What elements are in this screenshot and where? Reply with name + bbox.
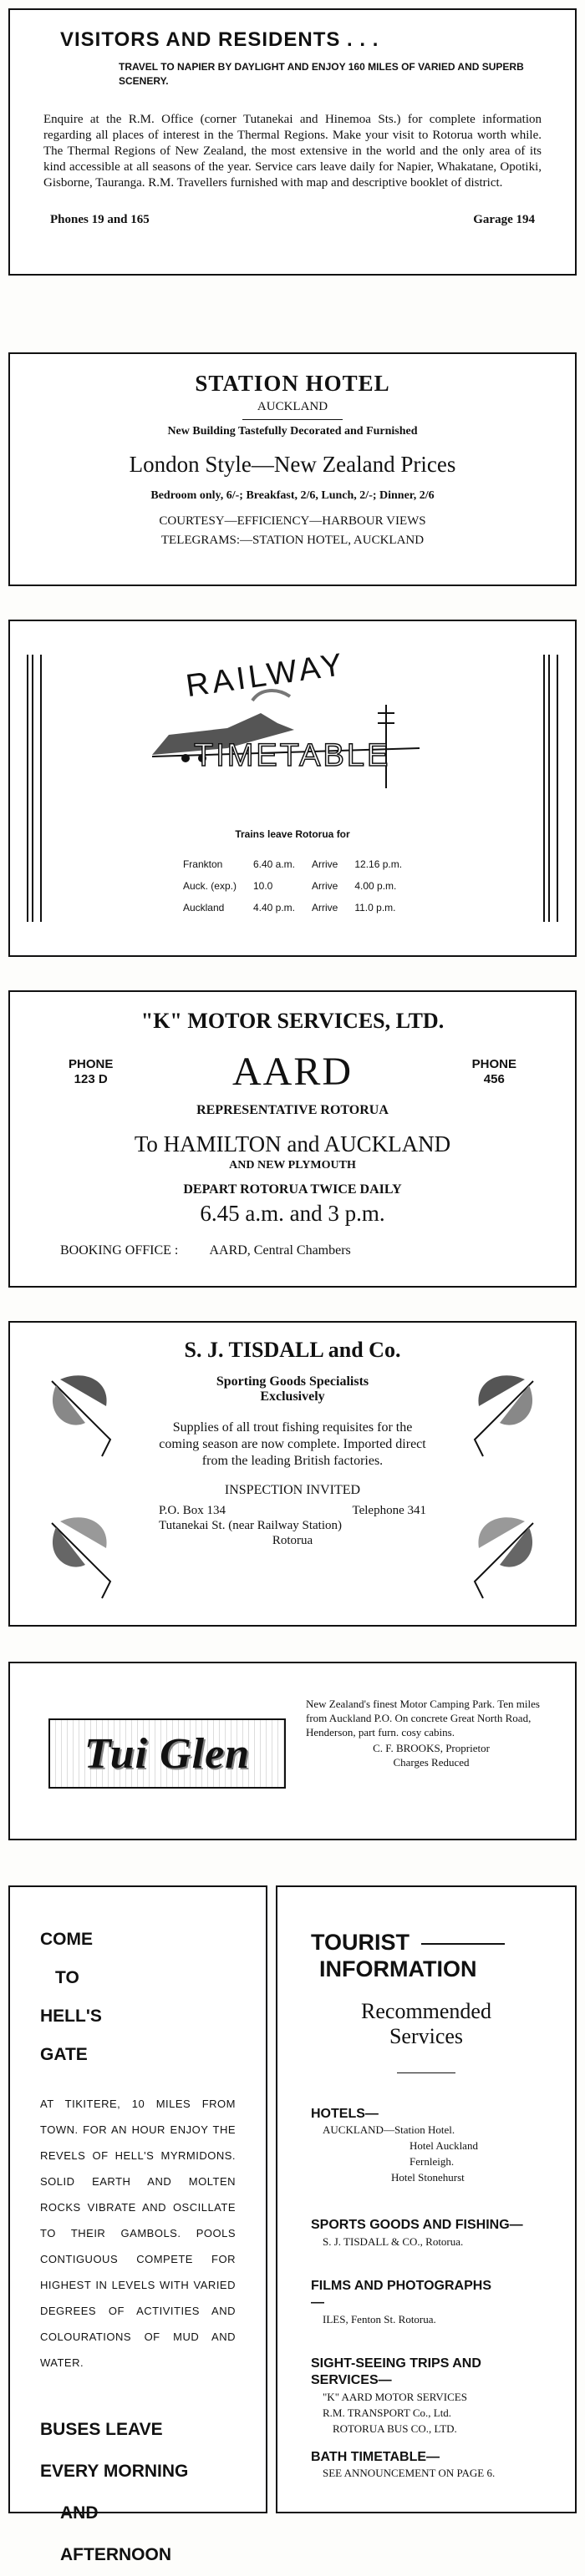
fishing-fly-icon xyxy=(35,1506,127,1607)
station-hotel-prices: Bedroom only, 6/-; Breakfast, 2/6, Lunch, 2/-; Dinner, 2/6 xyxy=(150,489,435,502)
hotels-heading: HOTELS— xyxy=(311,2107,379,2121)
tourist-sub1: Recommended xyxy=(361,1999,491,2023)
bath-text: SEE ANNOUNCEMENT ON PAGE 6. xyxy=(323,2467,496,2479)
phone-left: 123 D xyxy=(74,1071,108,1086)
tisdall-invite: INSPECTION INVITED xyxy=(224,1483,361,1497)
bus-line: AFTERNOON xyxy=(60,2545,171,2564)
divider xyxy=(397,2072,455,2073)
title-line: TO xyxy=(55,1968,79,1987)
tisdall-ad xyxy=(8,1321,577,1627)
tisdall-sub1: Sporting Goods Specialists xyxy=(216,1374,369,1389)
visitors-body: Enquire at the R.M. Office (corner Tutanekai and Hinemoa Sts.) for complete information regarding all places of interest in the Thermal Regions. Make your visit to Rotorua worth while. The Thermal Regions of New Zealand, the most extensive in the world and the only area of its kind accessible at all seasons of the year. Service cars leave daily for Napier, Whakatane, Opotiki, Gisborne, Tauranga. R.M. Travellers furnished with map and descriptive booklet of district. xyxy=(43,113,542,190)
k-motor-times: 6.45 a.m. and 3 p.m. xyxy=(200,1201,385,1226)
phone-label-right: PHONE xyxy=(471,1056,516,1071)
tui-glen-logo-text: Tui Glen xyxy=(84,1729,251,1778)
booking-value: AARD, Central Chambers xyxy=(209,1243,351,1258)
station-hotel-headline: London Style—New Zealand Prices xyxy=(129,452,456,477)
station-hotel-ad xyxy=(8,352,577,586)
fishing-fly-icon xyxy=(458,1506,550,1607)
row-arrive-label: Arrive xyxy=(312,858,338,870)
tui-glen-logo xyxy=(48,1718,286,1789)
hells-gate-title xyxy=(40,1921,236,2074)
bus-line: EVERY MORNING xyxy=(40,2462,189,2481)
tui-glen-charges: Charges Reduced xyxy=(393,1756,470,1769)
table-row xyxy=(175,875,410,897)
bus-line: BUSES LEAVE xyxy=(40,2420,163,2439)
row-dest: Auckland xyxy=(182,902,225,913)
list-item: AUCKLAND—Station Hotel. xyxy=(323,2123,455,2136)
row-arrive: 4.00 p.m. xyxy=(354,880,397,892)
hells-gate-buses xyxy=(40,2409,236,2576)
tourist-sub2: Services xyxy=(389,2024,464,2048)
films-heading: FILMS AND PHOTOGRAPHS— xyxy=(311,2279,492,2310)
station-hotel-city: AUCKLAND xyxy=(257,400,328,413)
visitors-title: VISITORS AND RESIDENTS . . . xyxy=(60,28,379,51)
k-motor-ad xyxy=(8,990,577,1288)
row-depart: 6.40 a.m. xyxy=(252,858,295,870)
phone-label-left: PHONE xyxy=(69,1056,114,1071)
list-item: R.M. TRANSPORT Co., Ltd. xyxy=(323,2406,452,2419)
tourist-info-ad xyxy=(276,1885,577,2513)
visitors-subtitle: TRAVEL TO NAPIER BY DAYLIGHT AND ENJOY 160 MILES OF VARIED AND SUPERB SCENERY. xyxy=(119,61,524,87)
phone-right: 456 xyxy=(483,1071,505,1086)
title-line: COME xyxy=(40,1930,93,1949)
sports-text: S. J. TISDALL & CO., Rotorua. xyxy=(323,2235,464,2248)
fishing-fly-icon xyxy=(35,1364,127,1465)
tui-glen-ad xyxy=(8,1662,577,1840)
list-item: Hotel Auckland xyxy=(410,2139,478,2152)
railway-logo xyxy=(135,646,453,797)
row-depart: 4.40 p.m. xyxy=(252,902,295,913)
fishing-fly-icon xyxy=(458,1364,550,1465)
sight-text xyxy=(323,2389,542,2437)
k-motor-rep: REPRESENTATIVE ROTORUA xyxy=(196,1103,389,1117)
list-item: "K" AARD MOTOR SERVICES xyxy=(323,2391,467,2403)
bus-line: AND xyxy=(60,2503,99,2523)
tisdall-phone: Telephone 341 xyxy=(352,1504,426,1517)
tisdall-sub2: Exclusively xyxy=(260,1389,325,1404)
sports-heading: SPORTS GOODS AND FISHING— xyxy=(311,2218,523,2232)
row-arrive-label: Arrive xyxy=(312,880,338,892)
title-line: HELL'S xyxy=(40,2007,102,2026)
visitors-ad xyxy=(8,8,577,276)
row-dest: Frankton xyxy=(182,858,223,870)
tisdall-street: Tutanekai St. (near Railway Station) xyxy=(159,1519,342,1532)
row-dest: Auck. (exp.) xyxy=(182,880,237,892)
hotels-list xyxy=(311,2122,542,2185)
visitors-phones: Phones 19 and 165 xyxy=(50,213,150,226)
tui-glen-proprietor: C. F. BROOKS, Proprietor xyxy=(373,1742,490,1754)
row-arrive-label: Arrive xyxy=(312,902,338,913)
tourist-title2: INFORMATION xyxy=(319,1956,477,1981)
table-row xyxy=(175,853,410,875)
hells-gate-body: AT TIKITERE, 10 MILES FROM TOWN. FOR AN HOUR ENJOY THE REVELS OF HELL'S MYRMIDONS. SOLID EARTH AND MOLTEN ROCKS VIBRATE AND OSCILLATE TO THEIR GAMBOLS. POOLS CONTIGUOUS COMPETE FOR HIGHEST IN LEVELS WITH VARIED DEGREES OF ACTIVITIES AND COLOURATIONS OF MUD AND WATER. xyxy=(40,2098,236,2369)
hells-gate-ad xyxy=(8,1885,267,2564)
row-arrive: 12.16 p.m. xyxy=(354,858,403,870)
list-item: Fernleigh. xyxy=(410,2155,455,2168)
booking-label: BOOKING OFFICE : xyxy=(60,1243,179,1258)
divider xyxy=(242,419,343,420)
station-hotel-motto: COURTESY—EFFICIENCY—HARBOUR VIEWS xyxy=(159,514,426,528)
title-rule xyxy=(421,1943,505,1945)
railway-table xyxy=(175,853,410,919)
row-depart: 10.0 xyxy=(252,880,273,892)
tisdall-box: P.O. Box 134 xyxy=(159,1504,226,1517)
list-item: ROTORUA BUS CO., LTD. xyxy=(333,2422,457,2435)
tisdall-title: S. J. TISDALL and Co. xyxy=(184,1338,401,1362)
k-motor-depart: DEPART ROTORUA TWICE DAILY xyxy=(183,1182,402,1197)
row-arrive: 11.0 p.m. xyxy=(354,902,396,913)
railway-ad xyxy=(8,620,577,957)
list-item: Hotel Stonehurst xyxy=(391,2171,465,2184)
films-text: ILES, Fenton St. Rotorua. xyxy=(323,2313,436,2325)
railway-logo-bottom: TIMETABLE xyxy=(194,738,391,773)
station-hotel-tagline: New Building Tastefully Decorated and Furnished xyxy=(167,425,418,438)
railway-logo-top: RAILWAY xyxy=(183,646,348,705)
k-motor-route2: AND NEW PLYMOUTH xyxy=(229,1159,356,1172)
railway-heading: Trains leave Rotorua for xyxy=(235,828,350,840)
tourist-title1: TOURIST xyxy=(311,1929,542,1956)
k-motor-name: AARD xyxy=(231,1050,353,1094)
tui-glen-body: New Zealand's finest Motor Camping Park. Ten miles from Auckland P.O. On concrete Great North Road, Henderson, part furn. cosy cabins. xyxy=(306,1698,540,1738)
tisdall-town: Rotorua xyxy=(272,1534,313,1547)
table-row xyxy=(175,897,410,919)
visitors-garage: Garage 194 xyxy=(473,213,535,226)
station-hotel-telegrams: TELEGRAMS:—STATION HOTEL, AUCKLAND xyxy=(160,534,425,547)
station-hotel-title: STATION HOTEL xyxy=(195,371,390,396)
k-motor-title: "K" MOTOR SERVICES, LTD. xyxy=(140,1009,445,1033)
tisdall-body: Supplies of all trout fishing requisites for the coming season are now complete. Imported direct from the leading British factories. xyxy=(159,1420,426,1468)
bath-heading: BATH TIMETABLE— xyxy=(311,2450,440,2464)
k-motor-route: To HAMILTON and AUCKLAND xyxy=(134,1131,451,1156)
sight-heading: SIGHT-SEEING TRIPS AND SERVICES— xyxy=(311,2356,481,2387)
title-line: GATE xyxy=(40,2045,88,2064)
